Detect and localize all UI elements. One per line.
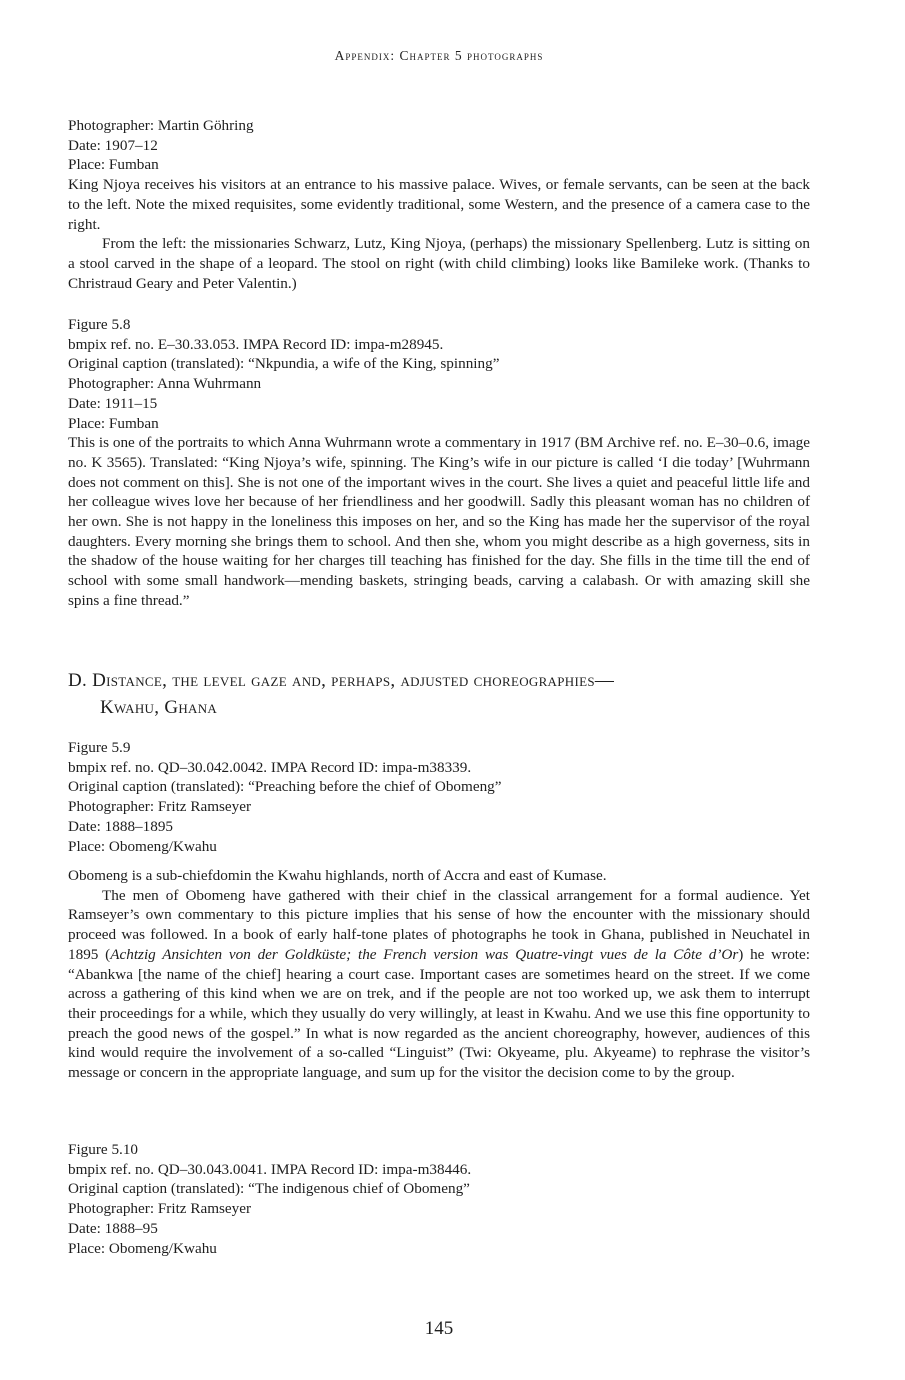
description-paragraph xyxy=(68,886,810,1083)
reference-line: bmpix ref. no. E–30.33.053. IMPA Record ID: impa-m28945. xyxy=(68,335,444,353)
place-line: Place: Obomeng/Kwahu xyxy=(68,837,217,855)
paragraph-text: ) he wrote: “Abankwa [the name of the chief] hearing a court case. Important cases are sometimes heard on the street. If we come across a gathering of this kind when we are on trek, and if the people are not too worked up, we ask them to interrupt their proceedings for a while, which they usually do very willingly, at least in Kwahu. And we use this fine opportunity to preach the good news of the gospel.” In what is now regarded as the ancient choreography, however, audiences of this kind would require the involvement of a so-called “Linguist” (Twi: Okyeame, plu. Akyeame) to rephrase the visitor’s message or concern in the appropriate language, and sum up for the visitor the decision come to by the group. xyxy=(68,945,810,1082)
figure-number: Figure 5.10 xyxy=(68,1141,139,1158)
running-head: Appendix: Chapter 5 photographs xyxy=(334,48,544,63)
caption-line: Original caption (translated): “The indigenous chief of Obomeng” xyxy=(68,1180,470,1198)
section-heading-line-2: Kwahu, Ghana xyxy=(100,697,218,718)
photographer-line: Photographer: Fritz Ramseyer xyxy=(68,1200,252,1218)
date-line: Date: 1911–15 xyxy=(68,394,158,412)
figure-number: Figure 5.8 xyxy=(68,316,131,333)
paragraph-text: The men of Obomeng have gathered with their chief in the classical arrangement for a formal audience. Yet Ramseyer’s own commentary to this picture implies that his sense of how the encounter with the missionary should proceed was followed. In a book of early half-tone plates of photographs he took in Ghana, published in Neuchatel in 1895 ( xyxy=(68,886,810,963)
description-paragraph: This is one of the portraits to which Anna Wuhrmann wrote a commentary in 1917 (BM Archive ref. no. E–30–0.6, image no. K 3565). Translated: “King Njoya’s wife, spinning. The King’s wife in our picture is called ‘I die today’ [Wuhrmann does not comment on this]. She is not one of the important wives in the court. She lives a quiet and peaceful little life and her colleague wives love her because of her friendliness and her goodwill. Sadly this pleasant woman has no children of her own. She is not happy in the loneliness this imposes on her, and so the King has made her the supervisor of the royal daughters. Every morning she brings them to school. And then she, whom you might describe as a high governess, sits in the shadow of the house waiting for her charges till teaching has finished for the day. She fills in the time till the end of school with some small handwork—mending baskets, stringing beads, carving a calabash. Or with amazing skill she spins a fine thread.” xyxy=(68,434,810,609)
figure-entry-5-9 xyxy=(68,738,810,856)
photographer-line: Photographer: Martin Göhring xyxy=(68,117,254,134)
place-line: Place: Fumban xyxy=(68,414,159,432)
photographer-line: Photographer: Fritz Ramseyer xyxy=(68,798,252,816)
description-paragraph: Obomeng is a sub-chiefdomin the Kwahu highlands, north of Accra and east of Kumase. xyxy=(68,867,607,884)
reference-line: bmpix ref. no. QD–30.042.0042. IMPA Record ID: impa-m38339. xyxy=(68,758,472,776)
section-heading xyxy=(68,667,810,721)
caption-line: Original caption (translated): “Preaching before the chief of Obomeng” xyxy=(68,778,502,796)
place-line: Place: Obomeng/Kwahu xyxy=(68,1239,217,1257)
figure-entry-5-10 xyxy=(68,1140,810,1258)
description-paragraph: King Njoya receives his visitors at an entrance to his massive palace. Wives, or female servants, can be seen at the back to the left. Note the mixed requisites, some evidently traditional, some Western, and the presence of a camera case to the right. xyxy=(68,176,810,233)
description-paragraph: From the left: the missionaries Schwarz, Lutz, King Njoya, (perhaps) the missionary Spellenberg. Lutz is sitting on a stool carved in the shape of a leopard. The stool on right (with child climbing) looks like Bamileke work. (Thanks to Christraud Geary and Peter Valentin.) xyxy=(68,235,810,292)
figure-entry-continued xyxy=(68,116,810,293)
photographer-line: Photographer: Anna Wuhrmann xyxy=(68,375,262,393)
date-line: Date: 1888–1895 xyxy=(68,817,174,835)
caption-line: Original caption (translated): “Nkpundia, a wife of the King, spinning” xyxy=(68,355,500,373)
date-line: Date: 1907–12 xyxy=(68,136,158,154)
page-number: 145 xyxy=(424,1318,454,1339)
section-heading-line-1: D. Distance, the level gaze and, perhaps, adjusted choreographies— xyxy=(68,670,615,691)
date-line: Date: 1888–95 xyxy=(68,1219,158,1237)
figure-entry-5-8 xyxy=(68,315,810,611)
book-title: Achtzig Ansichten von der Goldküste; the French version was Quatre-vingt vues de la Côte d’Or xyxy=(110,945,739,963)
figure-number: Figure 5.9 xyxy=(68,739,131,756)
place-line: Place: Fumban xyxy=(68,156,159,174)
figure-5-9-commentary xyxy=(68,866,810,1083)
reference-line: bmpix ref. no. QD–30.043.0041. IMPA Record ID: impa-m38446. xyxy=(68,1160,472,1178)
